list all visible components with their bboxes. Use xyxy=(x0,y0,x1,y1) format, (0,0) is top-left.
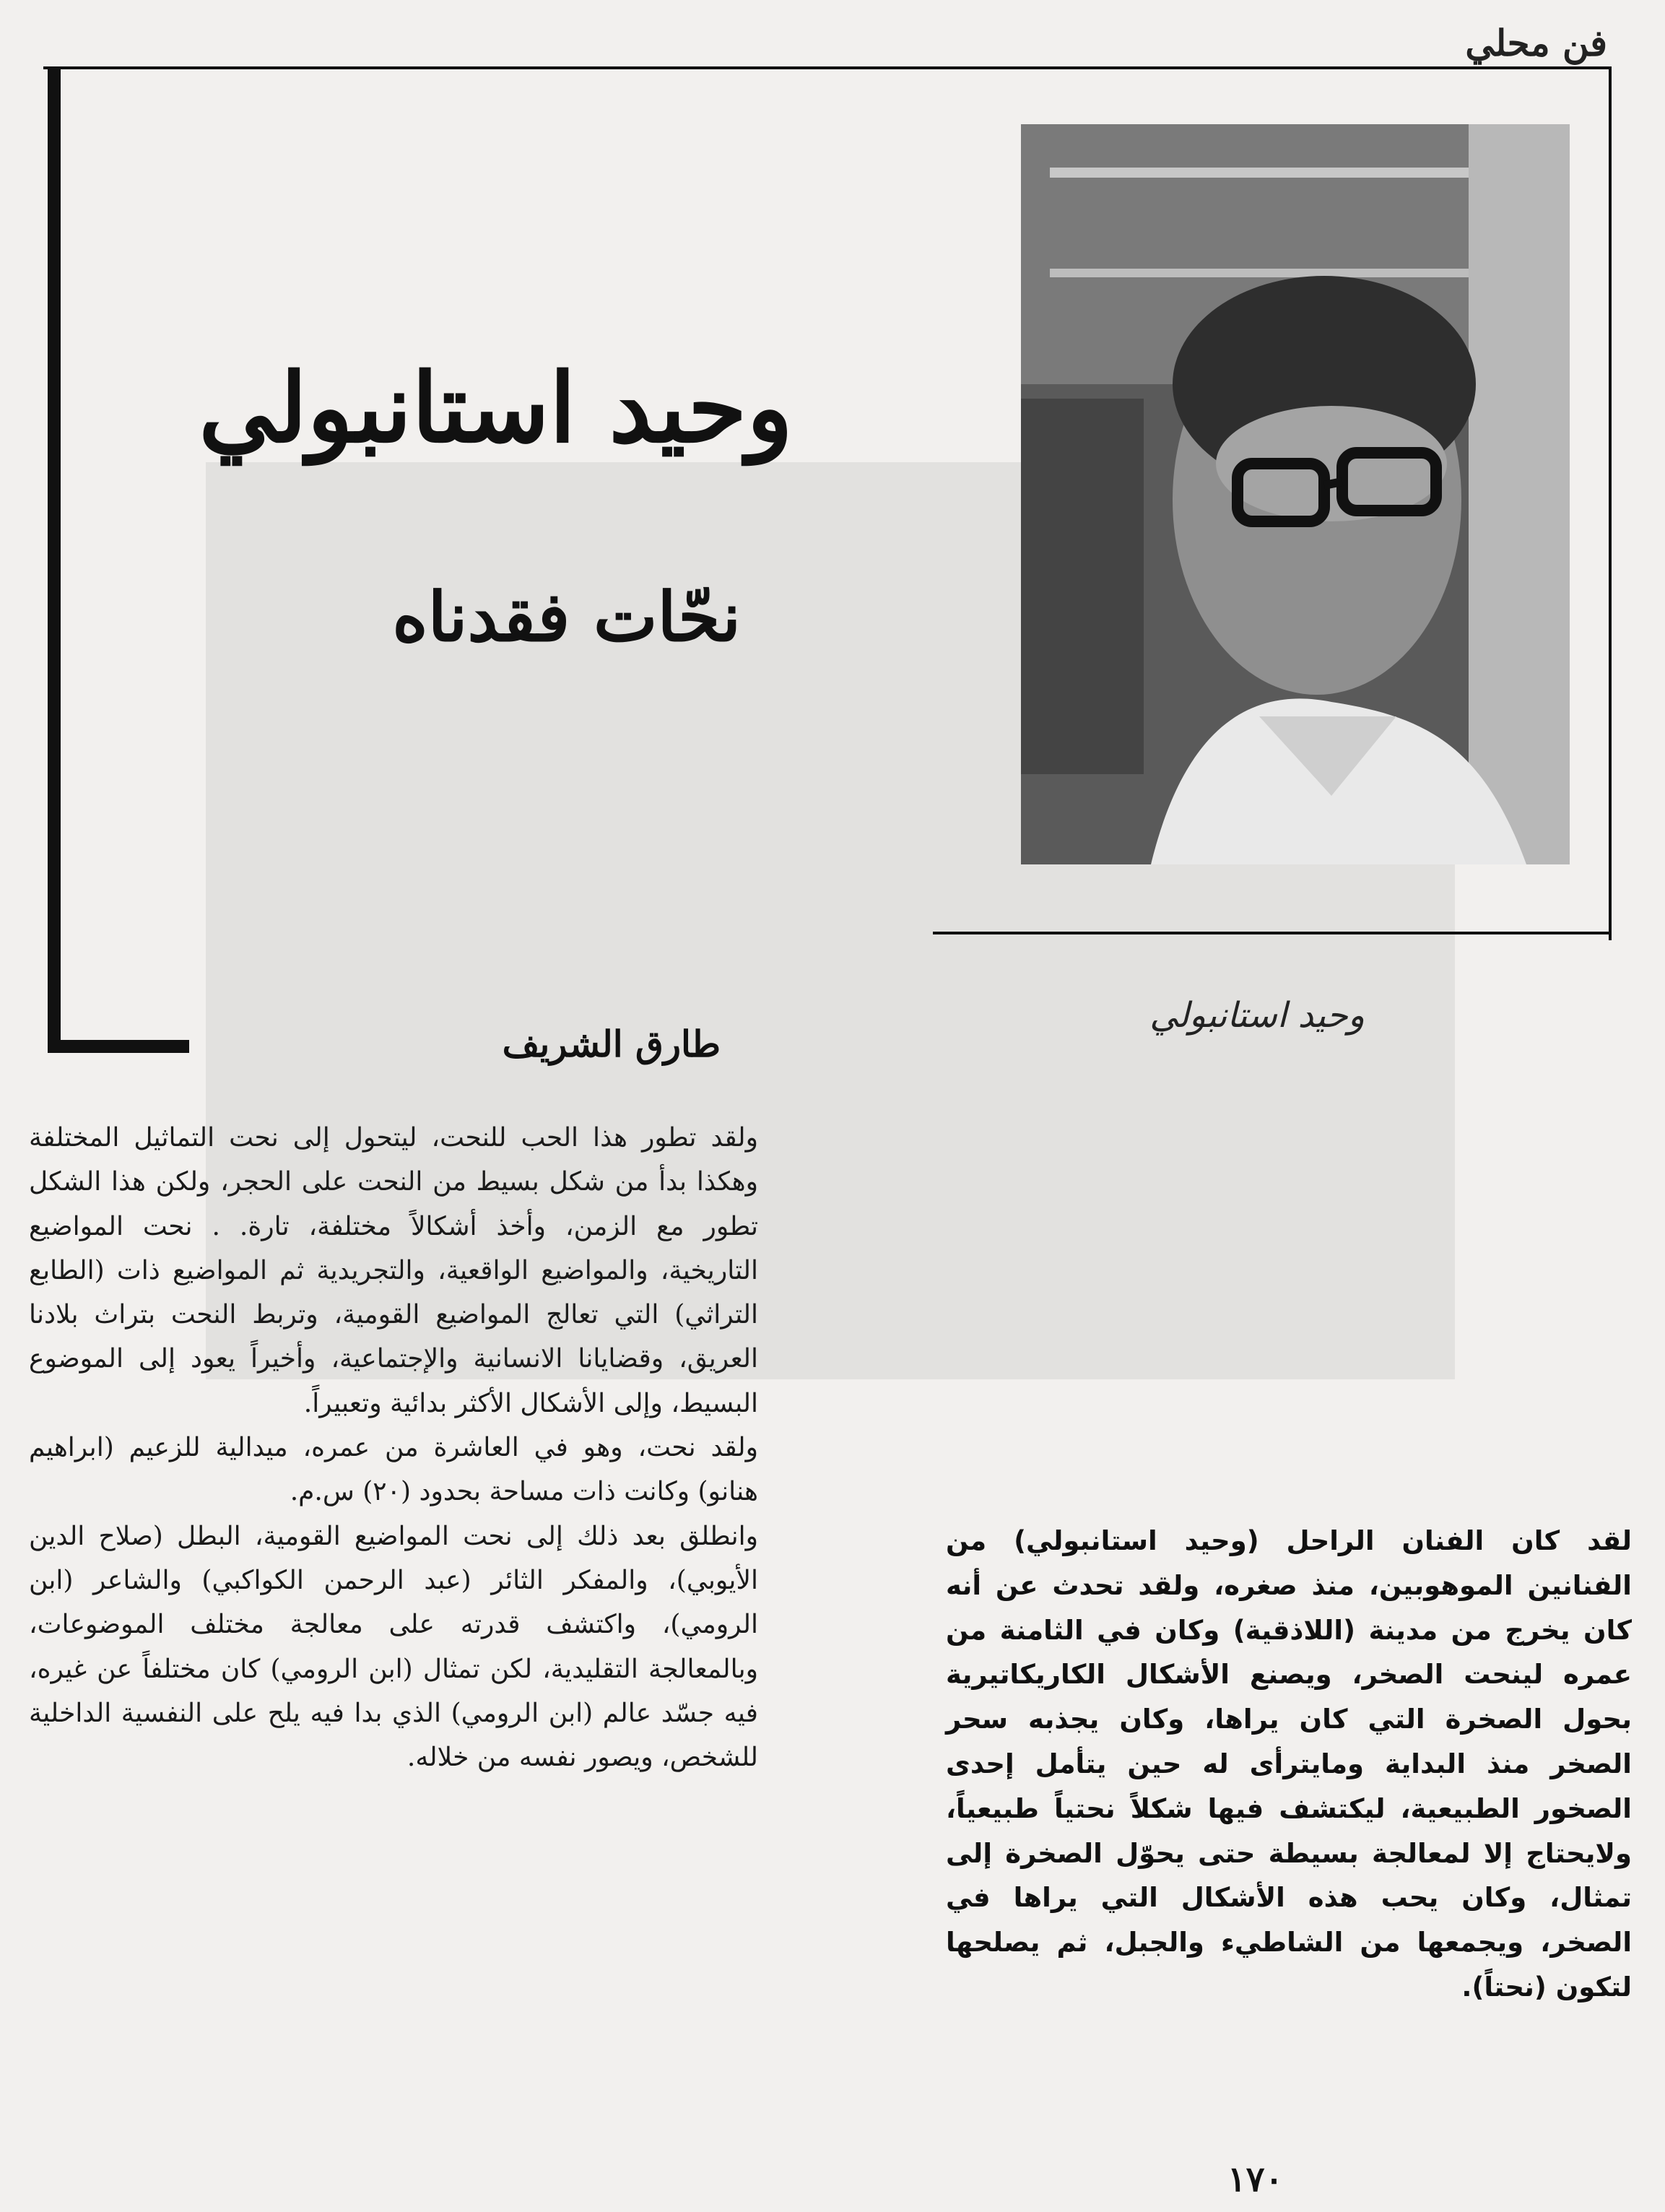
body-column xyxy=(29,1116,758,1779)
author-byline: طارق الشريف xyxy=(502,1023,721,1065)
photo-caption-signature: وحيد استانبولي xyxy=(1149,995,1365,1036)
body-paragraph: وانطلق بعد ذلك إلى نحت المواضيع القومية، البطل (صلاح الدين الأيوبي)، والمفكر الثائر (عبد الرحمن الكواكبي) والشاعر (ابن الرومي)، واكتشف قدرته على معالجة مختلف الموضوعات، وبالمعالجة التقليدية، لكن تمثال (ابن الرومي) كان مختلفاً عن غيره، فيه جسّد عالم (ابن الرومي) الذي بدا فيه يلح على النفسية الداخلية للشخص، ويصور نفسه من خلاله. xyxy=(29,1521,758,1773)
body-paragraph: ولقد تطور هذا الحب للنحت، ليتحول إلى نحت التماثيل المختلفة وهكذا بدأ من شكل بسيط من النحت على الحجر، ولكن هذا الشكل تطور مع الزمن، وأخذ أشكالاً مختلفة، تارة. . نحت المواضيع التاريخية، والمواضيع الواقعية، والتجريدية ثم المواضيع ذات (الطابع التراثي) التي تعالج المواضيع القومية، وتربط النحت بتراث بلادنا العريق، وقضايانا الانسانية والإجتماعية، وأخيراً يعود إلى الموضوع البسيط، وإلى الأشكال الأكثر بدائية وتعبيراً. xyxy=(29,1123,759,1418)
intro-column xyxy=(946,1519,1632,2010)
intro-paragraph: لقد كان الفنان الراحل (وحيد استانبولي) من الفنانين الموهوبين، منذ صغره، ولقد تحدث عن أنه كان يخرج من مدينة (اللاذقية) وكان في الثامنة من عمره لينحت الصخر، ويصنع الأشكال الكاريكاتيرية بحول الصخرة التي كان يراها، وكان يجذبه سحر الصخر منذ البداية ومايترأى له حين يتأمل إحدى الصخور الطبيعية، ليكتشف فيها شكلاً نحتياً طبيعياً، ولايحتاج إلا لمعالجة بسيطة حتى يحوّل الصخرة إلى تمثال، وكان يحب هذه الأشكال التي يراها في الصخر، ويجمعها من الشاطيء والجبل، ثم يصلحها لتكون (نحتاً). xyxy=(946,1525,1632,2003)
frame-rule-left xyxy=(48,69,61,1051)
frame-rule-right xyxy=(1609,66,1612,940)
artist-portrait-photo xyxy=(1021,124,1570,864)
frame-rule-bottom xyxy=(933,932,1609,934)
page-number: ١٧٠ xyxy=(1227,2159,1284,2200)
body-paragraph: ولقد نحت، وهو في العاشرة من عمره، ميدالية للزعيم (ابراهيم هنانو) وكانت ذات مساحة بحدود (٢٠) س.م. xyxy=(29,1433,758,1507)
section-label: فن محلي xyxy=(1465,22,1607,64)
frame-rule-top xyxy=(43,66,1612,69)
article-subtitle: نحّات فقدناه xyxy=(392,578,741,657)
article-title: وحيد استانبولي xyxy=(199,352,793,464)
frame-rule-left-foot xyxy=(48,1040,189,1053)
